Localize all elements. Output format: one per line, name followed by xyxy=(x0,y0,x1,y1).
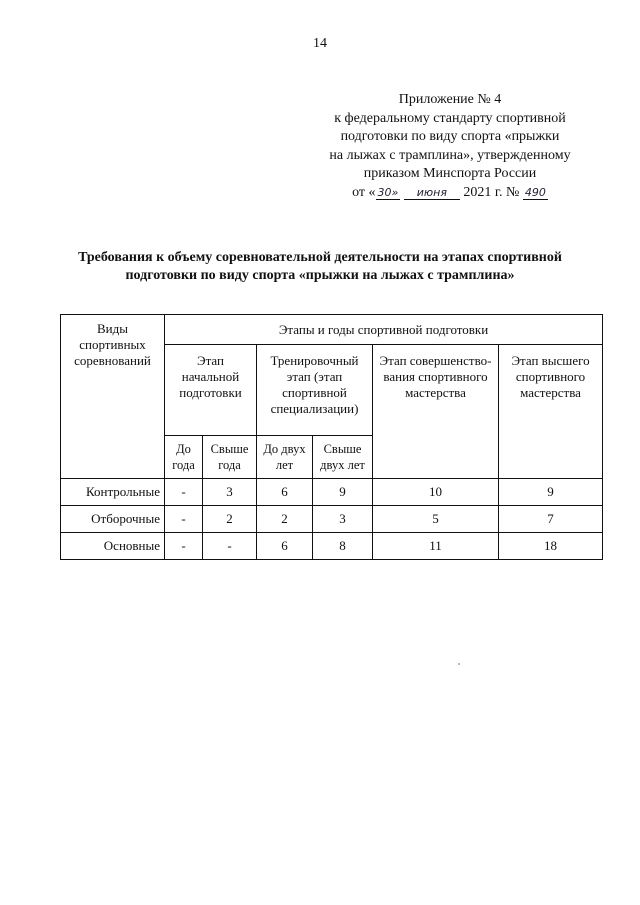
handwritten-month: июня xyxy=(404,187,460,200)
table-cell: 9 xyxy=(499,479,603,506)
table-row xyxy=(61,533,603,560)
page-number: 14 xyxy=(313,36,327,51)
table-cell: 18 xyxy=(499,533,603,560)
header-stage-initial: Этап начальной подготовки xyxy=(165,345,257,436)
table-cell: 10 xyxy=(373,479,499,506)
row-label: Основные xyxy=(61,533,165,560)
subheader-over-two-years: Свыше двух лет xyxy=(313,436,373,479)
table-cell: - xyxy=(165,533,203,560)
row-label: Отборочные xyxy=(61,506,165,533)
title-line: Требования к объему соревновательной деятельности на этапах спортивной xyxy=(78,250,562,265)
table-cell: - xyxy=(203,533,257,560)
table-cell: - xyxy=(165,479,203,506)
title-line: подготовки по виду спорта «прыжки на лыжах с трамплина» xyxy=(125,268,515,283)
table-row xyxy=(61,506,603,533)
header-stage-higher: Этап высшего спортивного мастерства xyxy=(499,345,603,479)
table-cell: 3 xyxy=(313,506,373,533)
table-cell: 6 xyxy=(257,479,313,506)
table-cell: 2 xyxy=(257,506,313,533)
header-sport-types: Виды спортивных соревнований xyxy=(61,315,165,479)
annex-line: приказом Минспорта России xyxy=(363,166,537,181)
annex-line: на лыжах с трамплина», утвержденному xyxy=(329,147,571,163)
table-cell: 11 xyxy=(373,533,499,560)
table-cell: 8 xyxy=(313,533,373,560)
scan-speck xyxy=(458,663,460,665)
header-stage-improvement: Этап совершенство-вания спортивного мастерства xyxy=(373,345,499,479)
annex-line: к федеральному стандарту спортивной xyxy=(334,110,566,126)
header-stage-training: Тренировочный этап (этап спортивной специализации) xyxy=(257,345,373,436)
subheader-upto-two-years: До двух лет xyxy=(257,436,313,479)
row-label: Контрольные xyxy=(61,479,165,506)
annex-header xyxy=(300,91,600,202)
handwritten-order-number: 490 xyxy=(524,185,546,199)
date-prefix: от « xyxy=(352,184,376,200)
table-cell: 7 xyxy=(499,506,603,533)
subheader-upto-year: До года xyxy=(165,436,203,479)
subheader-over-year: Свыше года xyxy=(203,436,257,479)
table-cell: 3 xyxy=(203,479,257,506)
annex-title: Приложение № 4 xyxy=(398,92,502,107)
header-stages: Этапы и годы спортивной подготовки xyxy=(165,315,603,345)
annex-date-line xyxy=(300,184,600,203)
table-cell: 5 xyxy=(373,506,499,533)
table-row xyxy=(61,479,603,506)
annex-line: подготовки по виду спорта «прыжки xyxy=(340,129,560,144)
date-year: 2021 г. № xyxy=(463,184,520,200)
table-cell: 6 xyxy=(257,533,313,560)
handwritten-day: 30» xyxy=(377,185,399,199)
requirements-table xyxy=(60,314,603,560)
table-cell: - xyxy=(165,506,203,533)
table-cell: 2 xyxy=(203,506,257,533)
document-title xyxy=(40,249,600,285)
table-cell: 9 xyxy=(313,479,373,506)
